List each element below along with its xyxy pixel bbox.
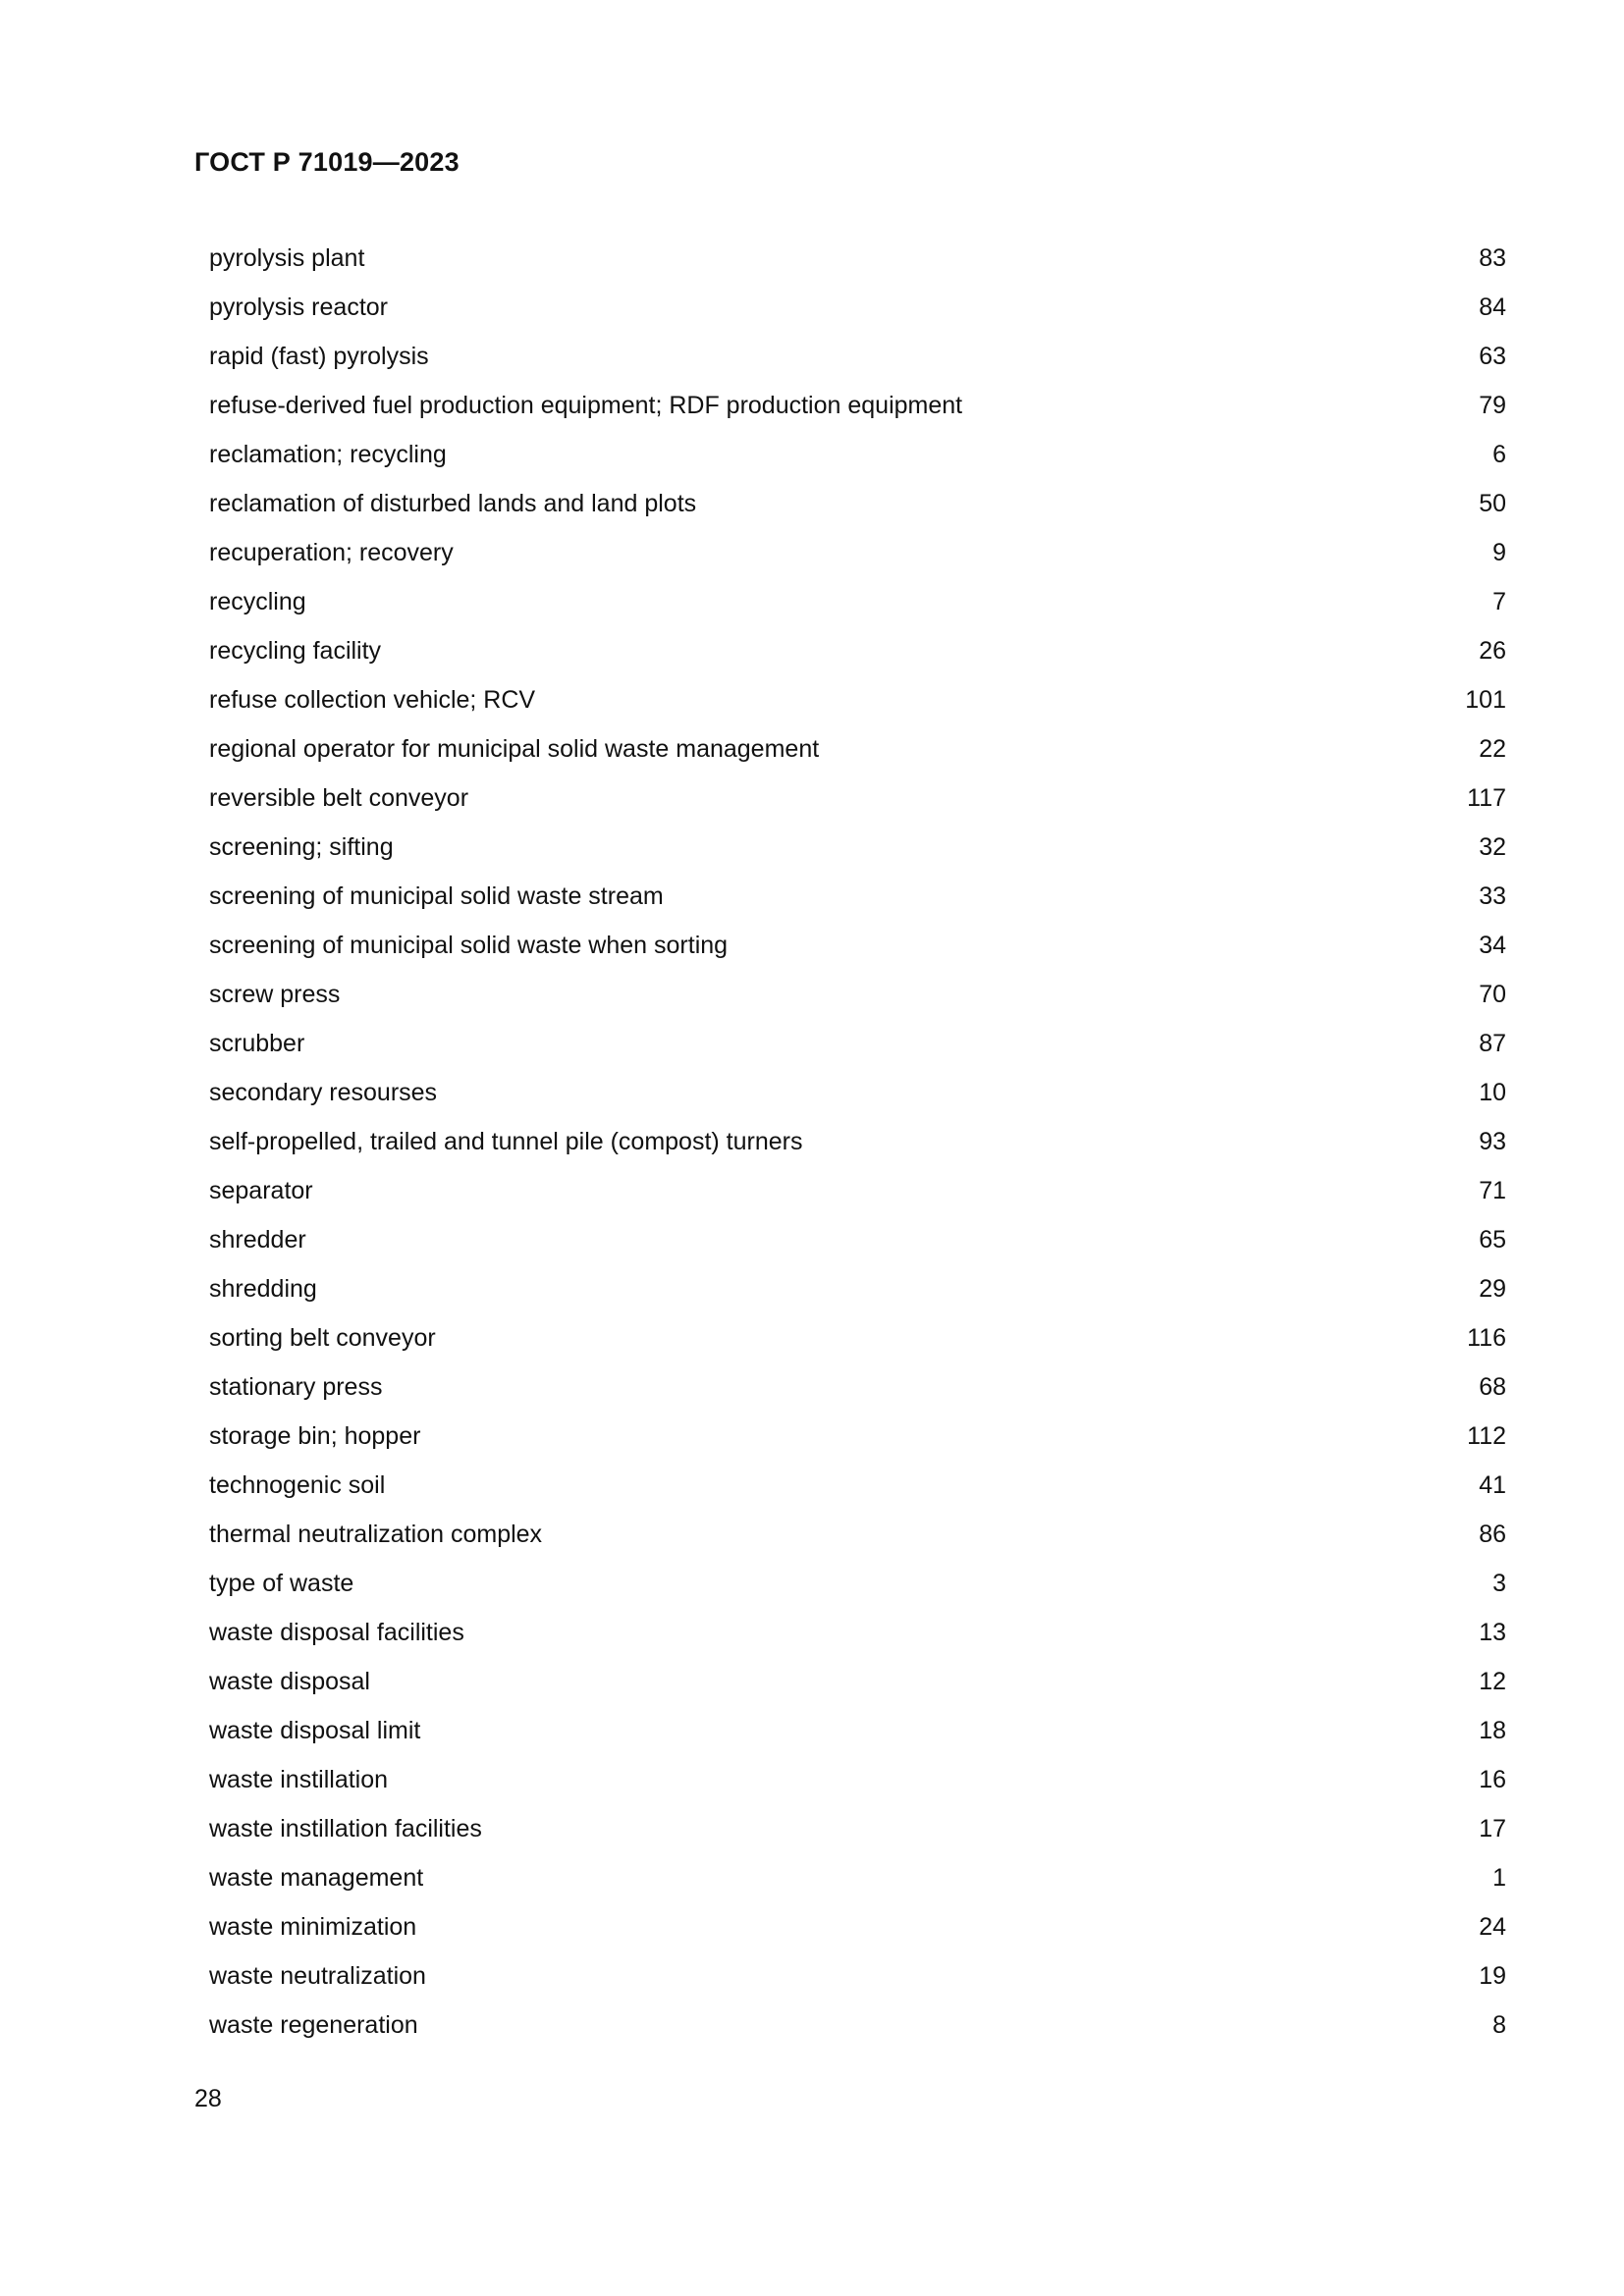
index-number: 87: [1479, 1030, 1506, 1057]
index-number: 34: [1479, 932, 1506, 959]
index-entry: [209, 1755, 1506, 1804]
index-entry: [209, 1117, 1506, 1166]
index-term: stationary press: [209, 1373, 383, 1401]
index-entry: [209, 872, 1506, 921]
index-term: waste disposal facilities: [209, 1619, 464, 1646]
index-number: 117: [1467, 784, 1506, 812]
index-term: regional operator for municipal solid waste management: [209, 735, 820, 763]
index-number: 18: [1479, 1717, 1506, 1744]
index-entry: [209, 823, 1506, 872]
index-number: 1: [1492, 1864, 1506, 1892]
index-entry: [209, 1657, 1506, 1706]
index-entry: [209, 332, 1506, 381]
index-term: recuperation; recovery: [209, 539, 454, 566]
index-term: screening; sifting: [209, 833, 394, 861]
index-term: rapid (fast) pyrolysis: [209, 343, 429, 370]
index-entry: [209, 1166, 1506, 1215]
index-number: 68: [1479, 1373, 1506, 1401]
index-number: 101: [1465, 686, 1506, 714]
index-number: 84: [1479, 294, 1506, 321]
index-term: scrubber: [209, 1030, 305, 1057]
index-number: 6: [1492, 441, 1506, 468]
index-term: reclamation of disturbed lands and land plots: [209, 490, 697, 517]
index-number: 29: [1479, 1275, 1506, 1303]
index-term: waste management: [209, 1864, 424, 1892]
index-number: 8: [1492, 2011, 1506, 2039]
index-number: 9: [1492, 539, 1506, 566]
index-number: 13: [1479, 1619, 1506, 1646]
index-term: waste disposal: [209, 1668, 370, 1695]
index-number: 22: [1479, 735, 1506, 763]
index-number: 12: [1479, 1668, 1506, 1695]
index-number: 32: [1479, 833, 1506, 861]
index-term: refuse-derived fuel production equipment; RDF production equipment: [209, 392, 963, 419]
index-term: refuse collection vehicle; RCV: [209, 686, 536, 714]
index-number: 86: [1479, 1521, 1506, 1548]
page-header-standard: ГОСТ Р 71019—2023: [194, 147, 460, 177]
index-term: pyrolysis reactor: [209, 294, 388, 321]
index-term: pyrolysis plant: [209, 244, 365, 272]
index-entry: [209, 2001, 1506, 2050]
index-term: type of waste: [209, 1570, 354, 1597]
index-term: screw press: [209, 981, 341, 1008]
index-number: 79: [1479, 392, 1506, 419]
index-entry: [209, 1510, 1506, 1559]
index-entry: [209, 1706, 1506, 1755]
index-entry: [209, 528, 1506, 577]
index-term: screening of municipal solid waste stream: [209, 882, 664, 910]
index-entry: [209, 1608, 1506, 1657]
index-term: reclamation; recycling: [209, 441, 447, 468]
index-entry: [209, 1215, 1506, 1264]
index-entry: [209, 1264, 1506, 1313]
index-entry: [209, 234, 1506, 283]
index-number: 33: [1479, 882, 1506, 910]
index-entry: [209, 626, 1506, 675]
index-term: sorting belt conveyor: [209, 1324, 436, 1352]
index-entry: [209, 1902, 1506, 1951]
index-number: 93: [1479, 1128, 1506, 1155]
index-term: technogenic soil: [209, 1471, 386, 1499]
index-term: waste instillation facilities: [209, 1815, 482, 1842]
index-number: 112: [1467, 1422, 1506, 1450]
index-term: storage bin; hopper: [209, 1422, 421, 1450]
index-entry: [209, 1362, 1506, 1412]
index-term: waste instillation: [209, 1766, 389, 1793]
index-number: 63: [1479, 343, 1506, 370]
index-number: 10: [1479, 1079, 1506, 1106]
index-term: waste regeneration: [209, 2011, 418, 2039]
index-term: separator: [209, 1177, 313, 1204]
index-entry: [209, 1951, 1506, 2001]
index-entry: [209, 430, 1506, 479]
index-number: 71: [1479, 1177, 1506, 1204]
index-number: 24: [1479, 1913, 1506, 1941]
index-entry: [209, 1313, 1506, 1362]
index-number: 70: [1479, 981, 1506, 1008]
index-entry: [209, 921, 1506, 970]
index-number: 41: [1479, 1471, 1506, 1499]
page-number: 28: [194, 2085, 222, 2112]
index-number: 116: [1467, 1324, 1506, 1352]
index-number: 3: [1492, 1570, 1506, 1597]
index-entry: [209, 675, 1506, 724]
index-term: recycling: [209, 588, 306, 615]
index-term: secondary resourses: [209, 1079, 438, 1106]
index-entry: [209, 774, 1506, 823]
index-term: waste disposal limit: [209, 1717, 421, 1744]
index-entry: [209, 1019, 1506, 1068]
index-entry: [209, 1804, 1506, 1853]
index-entry: [209, 479, 1506, 528]
index-term: waste neutralization: [209, 1962, 426, 1990]
index-term: waste minimization: [209, 1913, 417, 1941]
index-entry: [209, 577, 1506, 626]
index-entry: [209, 1412, 1506, 1461]
index-entry: [209, 1853, 1506, 1902]
index-entry: [209, 724, 1506, 774]
index-term: shredder: [209, 1226, 306, 1254]
index-entry: [209, 1461, 1506, 1510]
index-entry: [209, 381, 1506, 430]
index-entry: [209, 283, 1506, 332]
index-number: 65: [1479, 1226, 1506, 1254]
index-number: 7: [1492, 588, 1506, 615]
index-number: 26: [1479, 637, 1506, 665]
index-number: 83: [1479, 244, 1506, 272]
index-term: screening of municipal solid waste when sorting: [209, 932, 729, 959]
index-number: 17: [1479, 1815, 1506, 1842]
index-number: 19: [1479, 1962, 1506, 1990]
index-number: 50: [1479, 490, 1506, 517]
index-number: 16: [1479, 1766, 1506, 1793]
index-term: reversible belt conveyor: [209, 784, 469, 812]
index-term: shredding: [209, 1275, 317, 1303]
index-term: self-propelled, trailed and tunnel pile (compost) turners: [209, 1128, 803, 1155]
index-term: thermal neutralization complex: [209, 1521, 543, 1548]
index-entry: [209, 1068, 1506, 1117]
index-entry: [209, 970, 1506, 1019]
index-term: recycling facility: [209, 637, 382, 665]
index-entry: [209, 1559, 1506, 1608]
alphabetical-index: [209, 234, 1506, 2050]
